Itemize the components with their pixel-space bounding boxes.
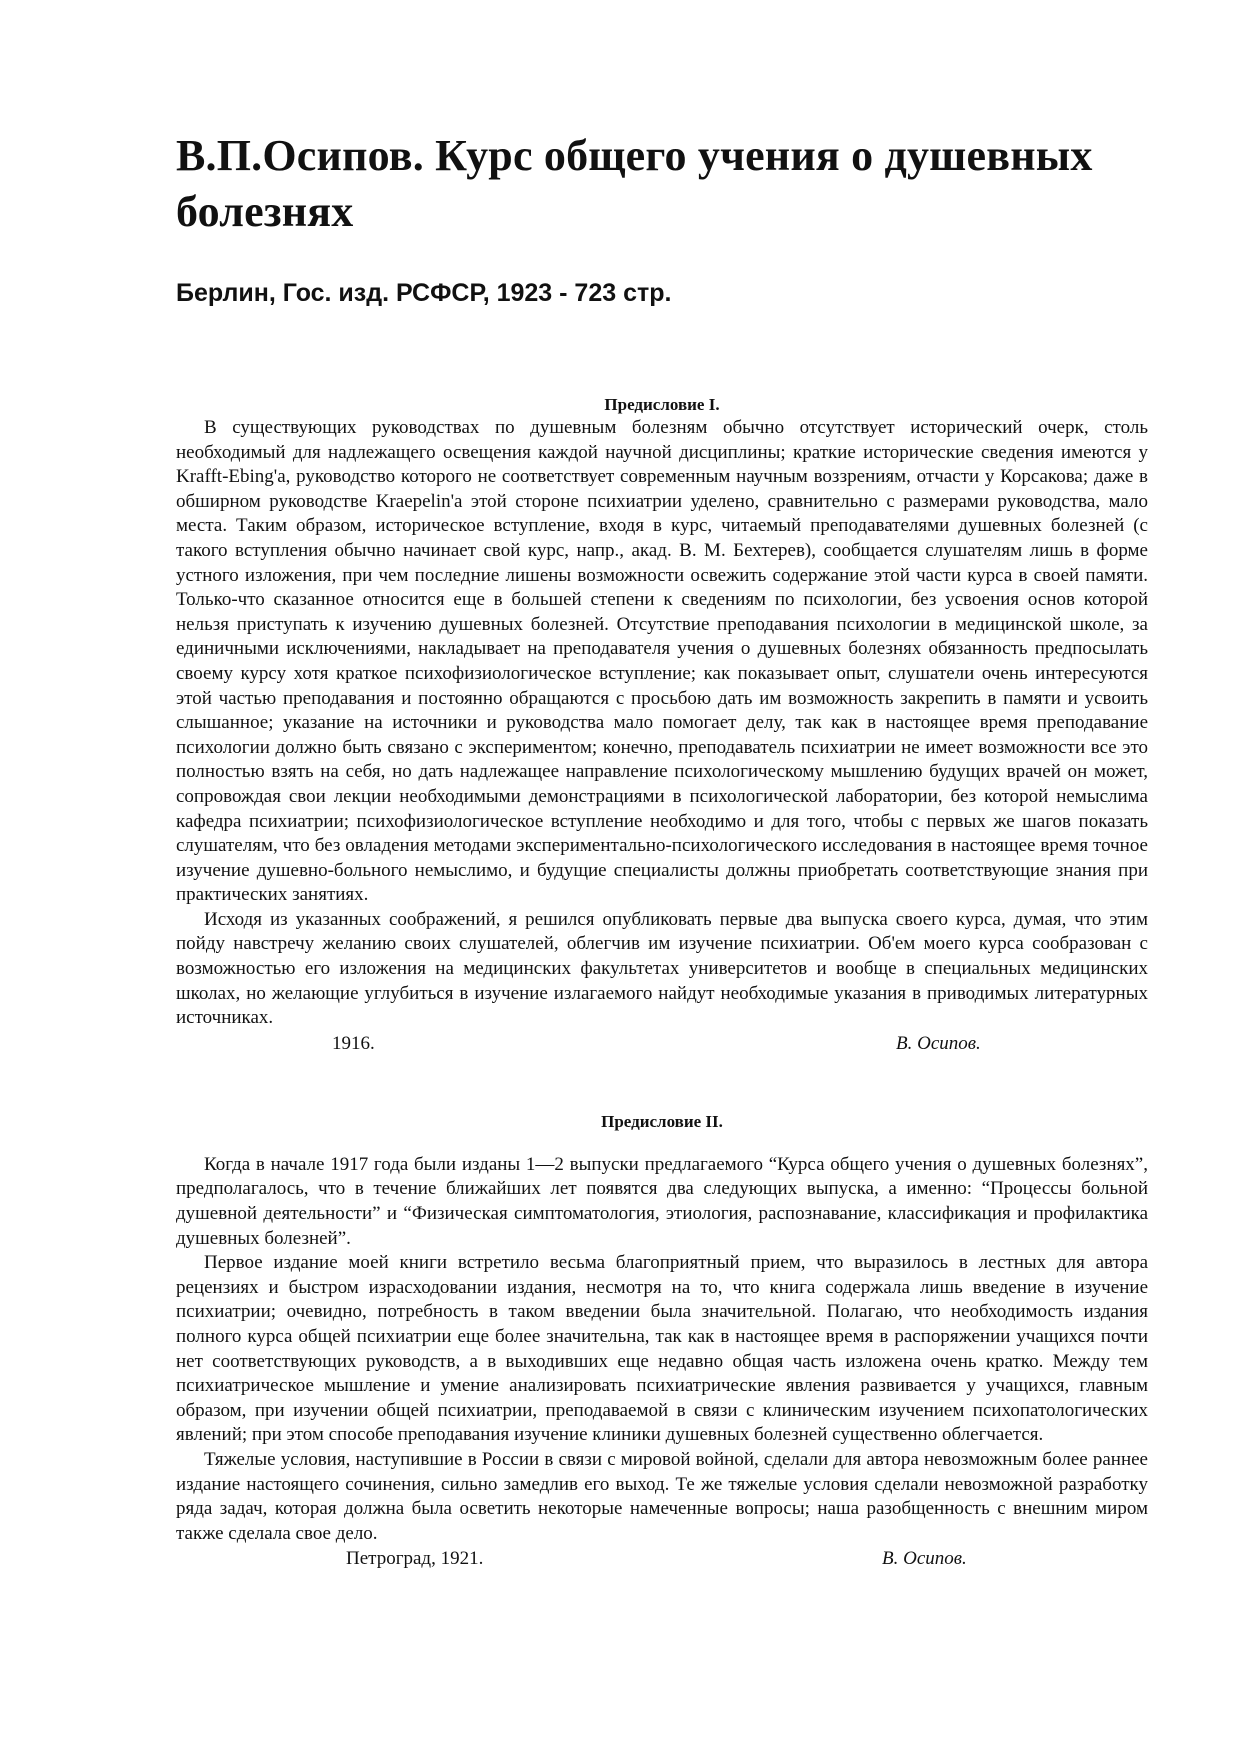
preface-2-author: В. Осипов. <box>882 1548 967 1570</box>
document-page <box>176 128 1148 1572</box>
preface-1-date: 1916. <box>332 1032 375 1054</box>
preface-2-signature <box>176 1546 1148 1572</box>
preface-1-paragraph: В существующих руководствах по душевным болезням обычно отсутствует исторический очерк, столь необходимый для надлежащего освещения каждой научной дисциплины; краткие исторические сведения имеются у Krafft-Ebing'a, руководство которого не соответствует современным научным воззрениям, отчасти у Корсакова; даже в обширном руководстве Kraepelin'a этой стороне психиатрии уделено, сравнительно с размерами руководства, мало места. Таким образом, историческое вступление, входя в курс, читаемый преподавателями душевных болезней (с такого вступления обычно начинает свой курс, напр., акад. В. М. Бехтерев), сообщается слушателям лишь в форме устного изложения, при чем последние лишены возможности освежить содержание этой части курса в своей памяти. Только-что сказанное относится еще в большей степени к сведениям по психологии, без усвоения основ которой нельзя приступать к изучению душевных болезней. Отсутствие преподавания психологии в медицинской школе, за единичными исключениями, накладывает на преподавателя учения о душевных болезнях обязанность предпосылать своему курсу хотя краткое психофизиологическое вступление; как показывает опыт, слушатели очень интересуются этой частью преподавания и постоянно обращаются с просьбою дать им возможность закрепить в памяти и усвоить слышанное; указание на источники и руководства мало помогает делу, так как в настоящее время преподавание психологии должно быть связано с экспериментом; конечно, преподаватель психиатрии не имеет возможности все это полностью взять на себя, но дать надлежащее направление психологическому мышлению будущих врачей он может, сопровождая свои лекции необходимыми демонстрациями в психологической лаборатории, без которой немыслима кафедра психиатрии; психофизиологическое вступление необходимо и для того, чтобы с первых же шагов показать слушателям, что без овладения методами экспериментально-психологического исследования в настоящее время точное изучение душевно-больного немыслимо, и будущие специалисты должны приобретать соответствующие знания при практических занятиях. <box>176 417 1148 906</box>
preface-1-paragraph: Исходя из указанных соображений, я решился опубликовать первые два выпуска своего курса, думая, что этим пойду навстречу желанию своих слушателей, облегчив им изучение психиатрии. Об'ем моего курса сообразован с возможностью его изложения на медицинских факультетах университетов и вообще в специальных медицинских школах, но желающие углубиться в изучение излагаемого найдут необходимые указания в приводимых литературных источниках. <box>176 908 1148 1029</box>
preface-1-author: В. Осипов. <box>896 1032 981 1054</box>
document-subtitle: Берлин, Гос. изд. РСФСР, 1923 - 723 стр. <box>176 279 672 307</box>
preface-1-section <box>176 394 1148 1057</box>
preface-2-paragraph: Когда в начале 1917 года были изданы 1—2 выпуски предлагаемого “Курса общего учения о душевных болезнях”, предполагалось, что в течение ближайших лет появятся два следующих выпуска, а именно: “Процессы больной душевной деятельности” и “Физическая симптоматология, этиология, распознавание, классификация и профилактика душевных болезней”. <box>176 1153 1148 1249</box>
preface-2-date: Петроград, 1921. <box>346 1548 484 1570</box>
preface-1-heading: Предисловие I. <box>604 395 720 414</box>
preface-1-signature <box>176 1031 1148 1057</box>
document-title: В.П.Осипов. Курс общего учения о душевных болезнях <box>176 131 1093 236</box>
preface-2-heading: Предисловие II. <box>601 1111 723 1131</box>
preface-2-section <box>176 1111 1148 1573</box>
preface-2-paragraph: Первое издание моей книги встретило весьма благоприятный прием, что выразилось в лестных для автора рецензиях и быстром израсходовании издания, несмотря на то, что книга содержала лишь введение в изучение психиатрии; очевидно, потребность в таком введении была значительной. Полагаю, что необходимость издания полного курса общей психиатрии еще более значительна, так как в настоящее время в распоряжении учащихся почти нет соответствующих руководств, а в выходивших еще недавно общая часть изложена очень кратко. Между тем психиатрическое мышление и умение анализировать психиатрические явления развивается у учащихся, главным образом, при изучении общей психиатрии, преподаваемой в связи с клиническим изучением психопатологических явлений; при этом способе преподавания изучение клиники душевных болезней существенно облегчается. <box>176 1252 1148 1446</box>
preface-2-paragraph: Тяжелые условия, наступившие в России в связи с мировой войной, сделали для автора невозможным более раннее издание настоящего сочинения, сильно замедлив его выход. Те же тяжелые условия сделали невозможной разработку ряда задач, которая должна была осветить некоторые намеченные вопросы; наша разобщенность с внешним миром также сделала свое дело. <box>176 1448 1148 1544</box>
